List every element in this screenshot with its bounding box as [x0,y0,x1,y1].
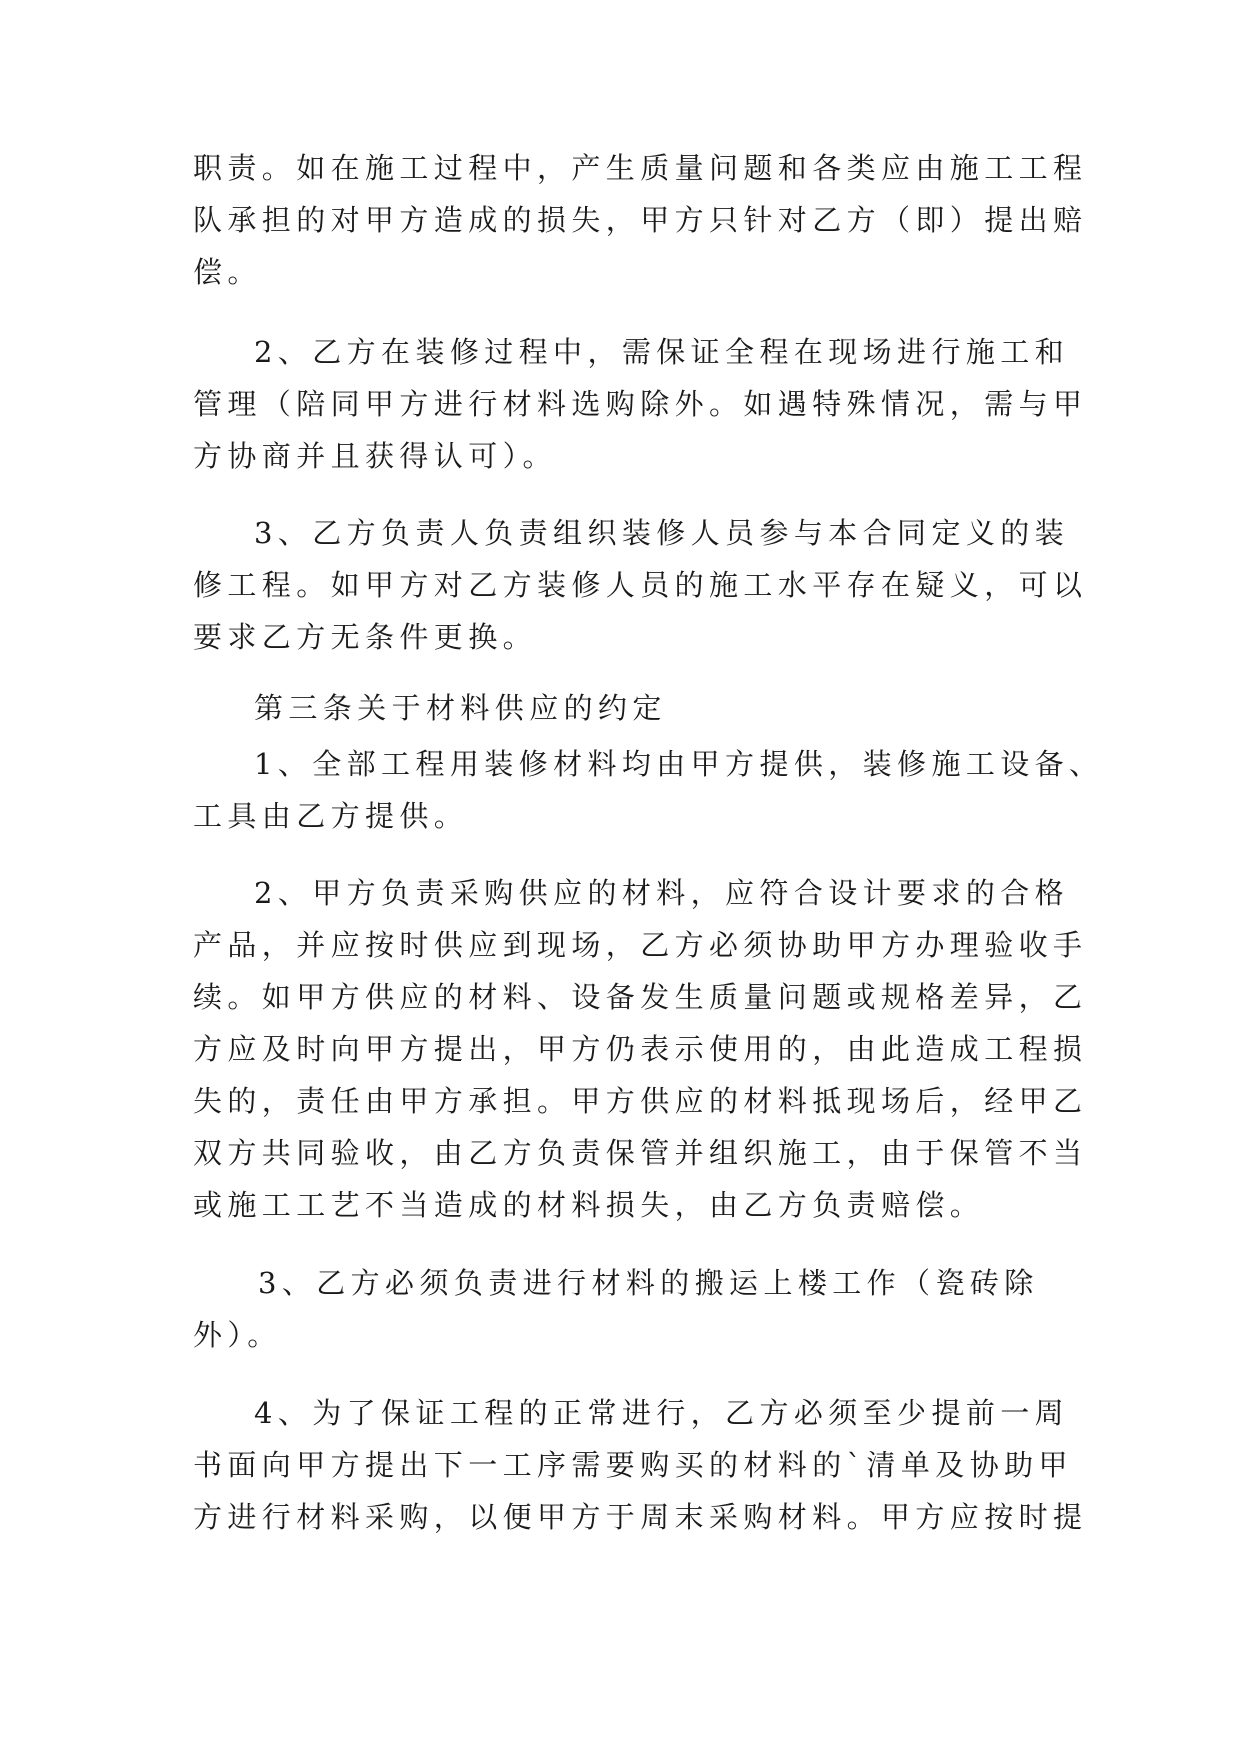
text-line: 管理（陪同甲方进行材料选购除外。如遇特殊情况，需与甲 [193,387,1088,421]
text-line: 要求乙方无条件更换。 [193,620,538,654]
section-heading: 第三条关于材料供应的约定 [254,691,667,725]
text-line: 3、乙方负责人负责组织装修人员参与本合同定义的装 [254,516,1070,550]
text-line: 失的，责任由甲方承担。甲方供应的材料抵现场后，经甲乙 [193,1084,1088,1118]
text-line: 方协商并且获得认可）。 [193,439,557,473]
text-line: 方进行材料采购，以便甲方于周末采购材料。甲方应按时提 [193,1500,1088,1534]
text-line: 外）。 [193,1318,282,1352]
text-line: 2、乙方在装修过程中，需保证全程在现场进行施工和 [254,335,1070,369]
text-line: 队承担的对甲方造成的损失，甲方只针对乙方（即）提出赔 [193,203,1088,237]
text-line: 1、全部工程用装修材料均由甲方提供，装修施工设备、 [254,747,1104,781]
text-line: 4、为了保证工程的正常进行，乙方必须至少提前一周 [254,1396,1070,1430]
text-line: 续。如甲方供应的材料、设备发生质量问题或规格差异，乙 [193,980,1088,1014]
text-line: 产品，并应按时供应到现场，乙方必须协助甲方办理验收手 [193,928,1088,962]
text-line: 双方共同验收，由乙方负责保管并组织施工，由于保管不当 [193,1136,1088,1170]
text-line: 修工程。如甲方对乙方装修人员的施工水平存在疑义，可以 [193,568,1088,602]
text-line: 或施工工艺不当造成的材料损失，由乙方负责赔偿。 [193,1188,985,1222]
text-line: 2、甲方负责采购供应的材料，应符合设计要求的合格 [254,876,1070,910]
text-line: 职责。如在施工过程中，产生质量问题和各类应由施工工程 [193,151,1088,185]
text-line: 3、乙方必须负责进行材料的搬运上楼工作（瓷砖除 [258,1266,1039,1300]
text-line: 工具由乙方提供。 [193,799,469,833]
text-line: 方应及时向甲方提出，甲方仍表示使用的，由此造成工程损 [193,1032,1088,1066]
text-line: 偿。 [193,255,262,289]
text-line: 书面向甲方提出下一工序需要购买的材料的`清单及协助甲 [193,1448,1073,1482]
